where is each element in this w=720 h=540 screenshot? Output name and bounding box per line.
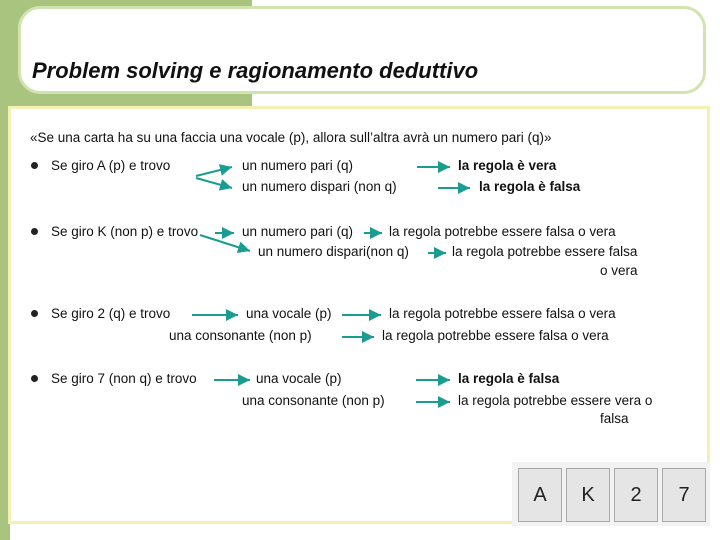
found-value: un numero dispari(non q): [258, 244, 409, 259]
bullet: [31, 162, 38, 169]
rule-result: la regola potrebbe essere falsa: [452, 244, 638, 259]
found-value: un numero dispari (non q): [242, 179, 397, 194]
rule-result: la regola potrebbe essere vera o: [458, 393, 653, 408]
bullet: [31, 228, 38, 235]
bullet: [31, 310, 38, 317]
section-lead: Se giro A (p) e trovo: [51, 158, 171, 173]
card-2[interactable]: 2: [614, 468, 658, 522]
rule-statement: «Se una carta ha su una faccia una vocale (p), allora sull’altra avrà un numero pari (q)»: [30, 130, 552, 145]
found-value: una vocale (p): [256, 371, 342, 386]
card-a[interactable]: A: [518, 468, 562, 522]
card-k[interactable]: K: [566, 468, 610, 522]
card-7[interactable]: 7: [662, 468, 706, 522]
rule-result: la regola è vera: [458, 158, 557, 173]
rule-result: la regola potrebbe essere falsa o vera: [389, 224, 616, 239]
found-value: una consonante (non p): [169, 328, 312, 343]
rule-result-continuation: falsa: [600, 411, 629, 426]
rule-result: la regola è falsa: [458, 371, 560, 386]
slide-title: Problem solving e ragionamento deduttivo: [32, 58, 479, 83]
section-lead: Se giro 7 (non q) e trovo: [51, 371, 197, 386]
found-value: una vocale (p): [246, 306, 332, 321]
rule-result: la regola è falsa: [479, 179, 581, 194]
section-lead: Se giro 2 (q) e trovo: [51, 306, 171, 321]
found-value: un numero pari (q): [242, 158, 354, 173]
found-value: un numero pari (q): [242, 224, 354, 239]
bullet: [31, 375, 38, 382]
rule-result-continuation: o vera: [600, 263, 638, 278]
rule-result: la regola potrebbe essere falsa o vera: [382, 328, 609, 343]
section-lead: Se giro K (non p) e trovo: [51, 224, 199, 239]
rule-result: la regola potrebbe essere falsa o vera: [389, 306, 616, 321]
found-value: una consonante (non p): [242, 393, 385, 408]
